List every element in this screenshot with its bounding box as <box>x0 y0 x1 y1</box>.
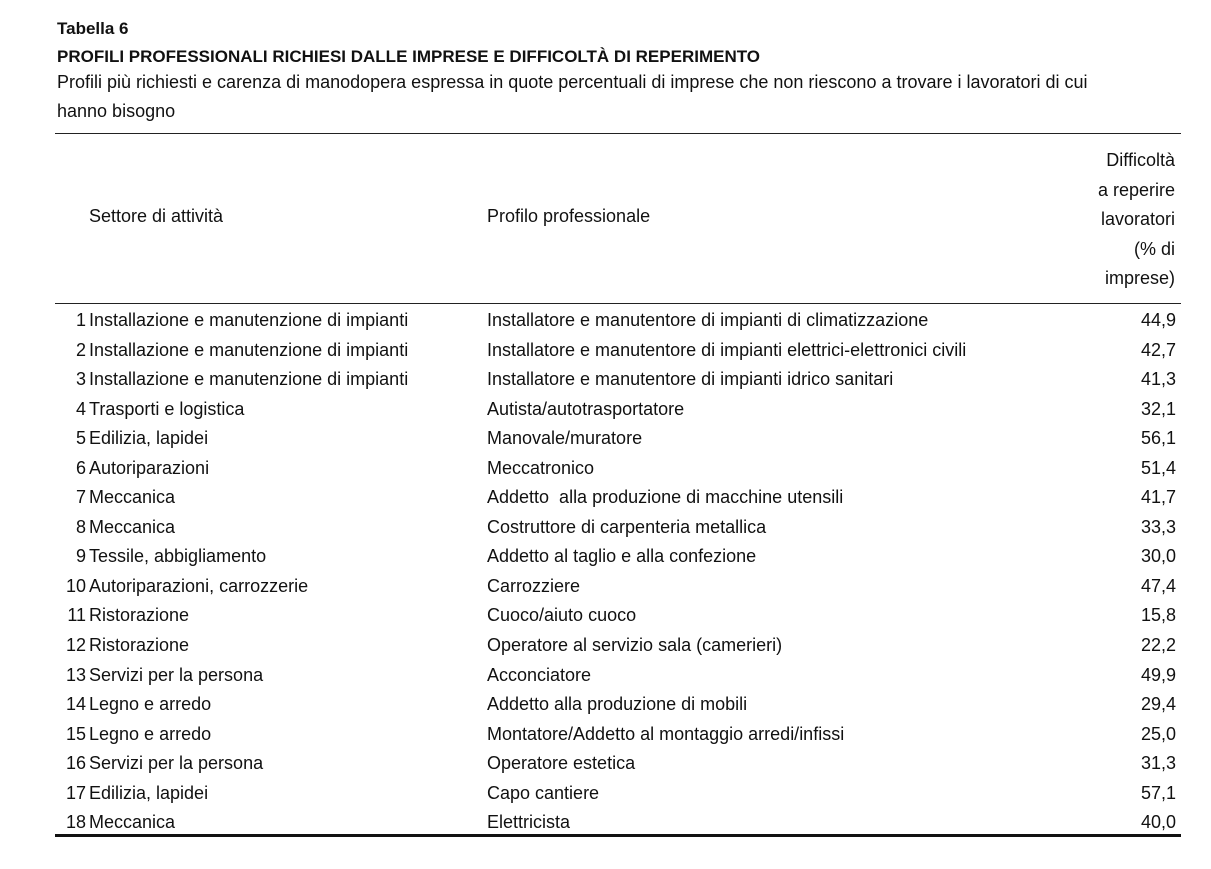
table-row <box>0 542 1211 572</box>
header-difficulty-line: Difficoltà <box>1106 150 1175 170</box>
table-header-rule <box>55 303 1181 304</box>
row-number: 9 <box>75 546 86 567</box>
row-value: 44,9 <box>1140 310 1176 330</box>
row-profile: Manovale/muratore <box>487 428 643 449</box>
row-sector: Trasporti e logistica <box>89 398 245 419</box>
row-sector: Meccanica <box>89 516 176 537</box>
row-number: 8 <box>75 516 86 537</box>
row-profile: Acconciatore <box>487 664 592 685</box>
row-profile: Installatore e manutentore di impianti di climatizzazione <box>487 310 929 330</box>
table-row <box>0 631 1211 661</box>
row-number: 3 <box>75 369 86 390</box>
header-difficulty-line: (% di <box>1133 238 1175 259</box>
table-row <box>0 720 1211 750</box>
row-sector: Servizi per la persona <box>89 753 264 774</box>
row-sector: Autoriparazioni <box>89 457 210 478</box>
row-sector: Legno e arredo <box>89 694 212 715</box>
row-number: 7 <box>75 487 86 508</box>
table-row <box>0 690 1211 720</box>
row-number: 15 <box>65 723 86 744</box>
row-profile: Elettricista <box>487 812 571 833</box>
row-number: 11 <box>67 605 86 626</box>
table-top-rule <box>55 133 1181 134</box>
row-profile: Autista/autotrasportatore <box>487 398 685 419</box>
table-number: Tabella 6 <box>57 19 129 38</box>
row-sector: Legno e arredo <box>89 723 212 744</box>
row-number: 12 <box>65 635 86 656</box>
table-row <box>0 749 1211 779</box>
row-number: 17 <box>65 782 86 803</box>
table-row <box>0 661 1211 691</box>
row-number: 16 <box>65 753 86 774</box>
row-value: 32,1 <box>1140 398 1176 419</box>
row-sector: Autoriparazioni, carrozzerie <box>89 575 309 596</box>
row-number: 2 <box>75 339 86 360</box>
table-row <box>0 306 1211 336</box>
table-row <box>0 572 1211 602</box>
header-sector: Settore di attività <box>89 206 224 226</box>
row-profile: Cuoco/aiuto cuoco <box>487 605 637 626</box>
row-number: 18 <box>65 812 86 833</box>
table-row <box>0 424 1211 454</box>
table-row <box>0 601 1211 631</box>
row-value: 15,8 <box>1140 605 1176 626</box>
row-value: 30,0 <box>1140 546 1176 567</box>
row-number: 10 <box>65 575 86 596</box>
row-sector: Tessile, abbigliamento <box>89 546 267 567</box>
row-sector: Meccanica <box>89 487 176 508</box>
table-row <box>0 365 1211 395</box>
row-sector: Installazione e manutenzione di impianti <box>89 310 409 330</box>
row-value: 31,3 <box>1140 753 1176 774</box>
row-profile: Addetto alla produzione di macchine utensili <box>487 487 844 508</box>
row-value: 22,2 <box>1140 635 1176 656</box>
row-value: 41,3 <box>1140 369 1176 390</box>
row-profile: Addetto alla produzione di mobili <box>487 694 748 715</box>
table-row <box>0 336 1211 366</box>
row-sector: Servizi per la persona <box>89 664 264 685</box>
row-value: 56,1 <box>1140 428 1176 449</box>
row-sector: Edilizia, lapidei <box>89 428 209 449</box>
table-header <box>0 140 1211 300</box>
row-sector: Installazione e manutenzione di impianti <box>89 369 409 390</box>
table-body <box>0 306 1211 838</box>
table-row <box>0 779 1211 809</box>
row-value: 25,0 <box>1140 723 1176 744</box>
table-row <box>0 454 1211 484</box>
row-number: 4 <box>75 398 86 419</box>
row-profile: Carrozziere <box>487 575 581 596</box>
row-profile: Capo cantiere <box>487 782 600 803</box>
table-bottom-rule <box>55 834 1181 837</box>
row-profile: Montatore/Addetto al montaggio arredi/infissi <box>487 723 845 744</box>
row-value: 49,9 <box>1140 664 1176 685</box>
row-profile: Operatore estetica <box>487 753 636 774</box>
row-sector: Ristorazione <box>89 635 190 656</box>
row-value: 41,7 <box>1140 487 1176 508</box>
row-number: 1 <box>75 310 86 330</box>
row-profile: Installatore e manutentore di impianti elettrici-elettronici civili <box>487 339 967 360</box>
table-row <box>0 395 1211 425</box>
header-difficulty-line: a reperire <box>1097 179 1175 200</box>
table-row <box>0 513 1211 543</box>
row-value: 51,4 <box>1140 457 1176 478</box>
row-sector: Ristorazione <box>89 605 190 626</box>
header-difficulty-line: imprese) <box>1104 268 1175 289</box>
row-number: 14 <box>65 694 86 715</box>
table-row <box>0 483 1211 513</box>
row-sector: Meccanica <box>89 812 176 833</box>
row-value: 33,3 <box>1140 516 1176 537</box>
header-profile: Profilo professionale <box>487 206 651 226</box>
row-value: 40,0 <box>1140 812 1176 833</box>
table-title: PROFILI PROFESSIONALI RICHIESI DALLE IMPRESE E DIFFICOLTÀ DI REPERIMENTO <box>57 47 761 66</box>
row-sector: Installazione e manutenzione di impianti <box>89 339 409 360</box>
row-profile: Operatore al servizio sala (camerieri) <box>487 635 783 656</box>
row-number: 6 <box>75 457 86 478</box>
row-value: 42,7 <box>1140 339 1176 360</box>
row-profile: Costruttore di carpenteria metallica <box>487 516 767 537</box>
row-sector: Edilizia, lapidei <box>89 782 209 803</box>
row-value: 47,4 <box>1140 575 1176 596</box>
row-value: 57,1 <box>1140 782 1176 803</box>
table-caption <box>57 18 1181 126</box>
row-profile: Installatore e manutentore di impianti idrico sanitari <box>487 369 894 390</box>
header-difficulty-line: lavoratori <box>1100 209 1175 230</box>
row-number: 13 <box>65 664 86 685</box>
row-profile: Addetto al taglio e alla confezione <box>487 546 757 567</box>
row-number: 5 <box>75 428 86 449</box>
row-value: 29,4 <box>1140 694 1176 715</box>
header-difficulty <box>1065 146 1175 294</box>
row-profile: Meccatronico <box>487 457 595 478</box>
table-subtitle: Profili più richiesti e carenza di manodopera espressa in quote percentuali di imprese che non riescono a trovare i lavoratori di cui hanno bisogno <box>57 72 1088 121</box>
